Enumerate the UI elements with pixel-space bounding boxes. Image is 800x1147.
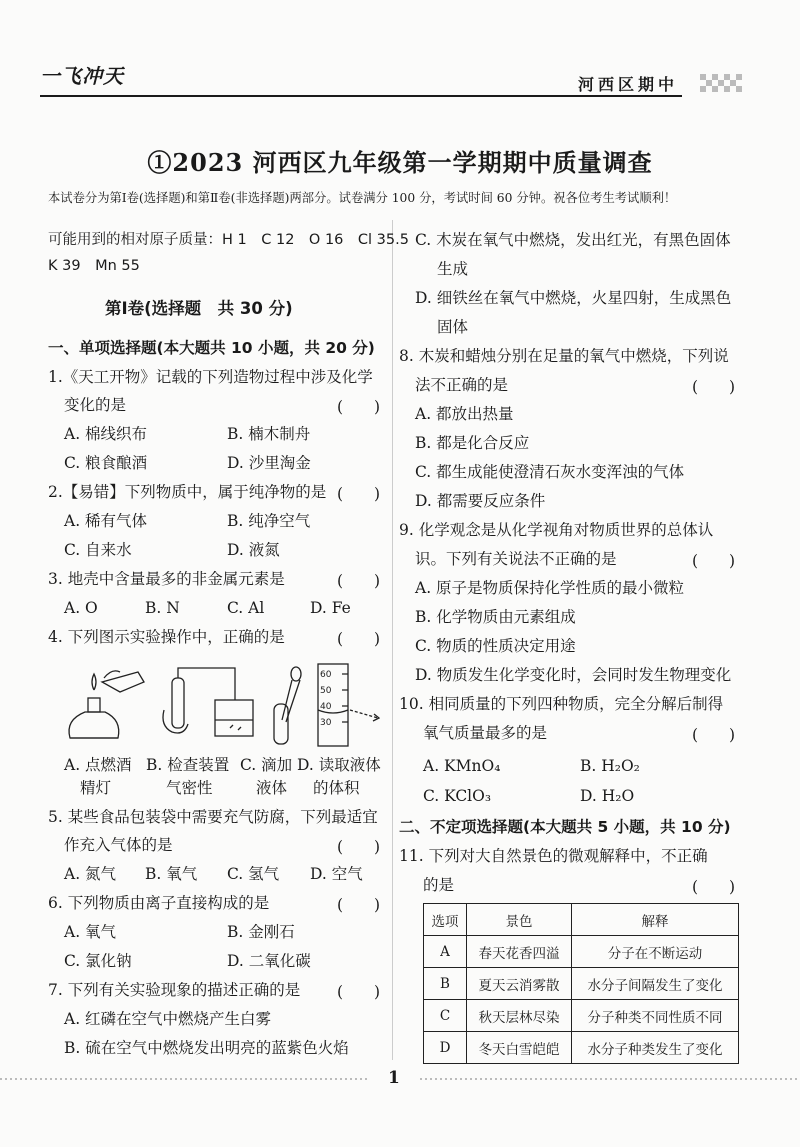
q7-option-d-1: D. 细铁丝在氧气中燃烧，火星四射，生成黑色 <box>415 289 732 307</box>
table-cell: D <box>424 1032 467 1064</box>
q1-option-d: D. 沙里淘金 <box>227 454 311 472</box>
table-cell: 秋天层林尽染 <box>467 1000 572 1032</box>
q11-stem-1: 11. 下列对大自然景色的微观解释中，不正确 <box>399 847 708 865</box>
q3-stem: 3. 地壳中含量最多的非金属元素是 <box>48 570 285 588</box>
table-cell: A <box>424 936 467 968</box>
q6-option-c: C. 氯化钠 <box>64 952 132 970</box>
q5-option-c: C. 氢气 <box>227 865 280 883</box>
atomic-mass-line-1: 可能用到的相对原子质量：H 1 C 12 O 16 Cl 35.5 <box>48 232 409 248</box>
table-row <box>424 968 739 1000</box>
q8-answer-blank[interactable]: ( ) <box>692 378 736 396</box>
q11-answer-blank[interactable]: ( ) <box>692 878 736 896</box>
table-cell: 夏天云消雾散 <box>467 968 572 1000</box>
footer-dotted-rule <box>0 1076 800 1082</box>
section1-title: 一、单项选择题(本大题共 10 小题，共 20 分) <box>48 339 375 357</box>
column-divider <box>392 220 393 1060</box>
q8-option-d: D. 都需要反应条件 <box>415 492 546 510</box>
q7-option-d-2: 固体 <box>437 318 469 336</box>
dropper-illustration <box>274 667 301 744</box>
q4-option-c-2: 液体 <box>256 779 288 797</box>
q2-option-d: D. 液氮 <box>227 541 280 559</box>
q4-option-b-2: 气密性 <box>166 779 213 797</box>
q6-answer-blank[interactable]: ( ) <box>337 896 381 914</box>
q10-answer-blank[interactable]: ( ) <box>692 726 736 744</box>
q3-option-c: C. Al <box>227 599 265 617</box>
table-cell: 冬天白雪皑皑 <box>467 1032 572 1064</box>
q7-option-a: A. 红磷在空气中燃烧产生白雾 <box>64 1010 272 1028</box>
q3-option-b: B. N <box>145 599 180 617</box>
q9-option-d: D. 物质发生化学变化时，会同时发生物理变化 <box>415 666 732 684</box>
q5-answer-blank[interactable]: ( ) <box>337 838 381 856</box>
q1-option-a: A. 棉线织布 <box>64 425 148 443</box>
q7-option-c-1: C. 木炭在氧气中燃烧，发出红光，有黑色固体 <box>415 231 731 249</box>
q4-option-c-1: C. 滴加 <box>240 756 293 774</box>
q3-option-d: D. Fe <box>310 599 351 617</box>
table-cell: C <box>424 1000 467 1032</box>
q6-option-a: A. 氧气 <box>64 923 117 941</box>
q3-option-a: A. O <box>64 599 98 617</box>
q7-stem: 7. 下列有关实验现象的描述正确的是 <box>48 981 301 999</box>
q1-stem-2: 变化的是 <box>64 396 127 414</box>
table-cell: 分子在不断运动 <box>572 936 739 968</box>
table-cell: 水分子间隔发生了变化 <box>572 968 739 1000</box>
q4-option-a-1: A. 点燃酒 <box>64 756 132 774</box>
table-header-cell: 选项 <box>424 904 467 936</box>
q2-answer-blank[interactable]: ( ) <box>337 485 381 503</box>
q10-option-c: C. KClO₃ <box>423 787 492 805</box>
airtightness-check-illustration <box>163 668 253 736</box>
cylinder-scale-30: 30 <box>320 718 332 728</box>
q9-option-c: C. 物质的性质决定用途 <box>415 637 576 655</box>
q1-option-c: C. 粮食酿酒 <box>64 454 148 472</box>
table-cell: 春天花香四溢 <box>467 936 572 968</box>
table-cell: 水分子种类发生了变化 <box>572 1032 739 1064</box>
q7-option-b: B. 硫在空气中燃烧发出明亮的蓝紫色火焰 <box>64 1039 349 1057</box>
q9-stem-2: 识。下列有关说法不正确的是 <box>415 550 617 568</box>
q4-option-d-1: D. 读取液体 <box>297 756 381 774</box>
q6-option-b: B. 金刚石 <box>227 923 295 941</box>
q10-stem-2: 氧气质量最多的是 <box>423 724 548 742</box>
table-header-cell: 解释 <box>572 904 739 936</box>
header-rule <box>40 95 682 97</box>
q4-lab-illustrations <box>60 660 380 750</box>
q7-answer-blank[interactable]: ( ) <box>337 983 381 1001</box>
q4-option-a-2: 精灯 <box>80 779 112 797</box>
q8-option-a: A. 都放出热量 <box>415 405 514 423</box>
cylinder-scale-50: 50 <box>320 686 332 696</box>
atomic-mass-line-2: K 39 Mn 55 <box>48 258 140 274</box>
q9-answer-blank[interactable]: ( ) <box>692 552 736 570</box>
q5-stem-1: 5. 某些食品包装袋中需要充气防腐，下列最适宜 <box>48 808 378 826</box>
brand-logo: 一飞冲天 <box>40 64 124 88</box>
q1-option-b: B. 楠木制舟 <box>227 425 311 443</box>
q1-answer-blank[interactable]: ( ) <box>337 398 381 416</box>
q6-option-d: D. 二氧化碳 <box>227 952 311 970</box>
q1-stem-1: 1.《天工开物》记载的下列造物过程中涉及化学 <box>48 368 373 386</box>
q2-stem: 2.【易错】下列物质中，属于纯净物的是 <box>48 483 327 501</box>
q2-option-c: C. 自来水 <box>64 541 132 559</box>
q3-answer-blank[interactable]: ( ) <box>337 572 381 590</box>
cylinder-scale-40: 40 <box>320 702 332 712</box>
part1-title: 第Ⅰ卷(选择题 共 30 分) <box>105 299 293 318</box>
page-number: 1 <box>388 1068 400 1088</box>
q8-option-b: B. 都是化合反应 <box>415 434 530 452</box>
q8-stem-1: 8. 木炭和蜡烛分别在足量的氧气中燃烧，下列说 <box>399 347 729 365</box>
q2-option-a: A. 稀有气体 <box>64 512 148 530</box>
header-section-label: 河西区期中 <box>578 75 679 94</box>
q9-option-b: B. 化学物质由元素组成 <box>415 608 576 626</box>
q5-option-d: D. 空气 <box>310 865 363 883</box>
q10-option-b: B. H₂O₂ <box>580 757 640 775</box>
checker-pattern-icon <box>700 74 746 96</box>
q11-table <box>423 903 739 1064</box>
q4-option-d-2: 的体积 <box>313 779 360 797</box>
q10-option-a: A. KMnO₄ <box>423 757 501 775</box>
q6-stem: 6. 下列物质由离子直接构成的是 <box>48 894 270 912</box>
q4-stem: 4. 下列图示实验操作中，正确的是 <box>48 628 285 646</box>
q5-stem-2: 作充入气体的是 <box>64 836 173 854</box>
table-row <box>424 936 739 968</box>
q8-stem-2: 法不正确的是 <box>415 376 509 394</box>
q5-option-b: B. 氧气 <box>145 865 198 883</box>
q8-option-c: C. 都生成能使澄清石灰水变浑浊的气体 <box>415 463 685 481</box>
table-cell: B <box>424 968 467 1000</box>
section2-title: 二、不定项选择题(本大题共 5 小题，共 10 分) <box>399 818 731 836</box>
q10-option-d: D. H₂O <box>580 787 635 805</box>
q9-stem-1: 9. 化学观念是从化学视角对物质世界的总体认 <box>399 521 714 539</box>
q5-option-a: A. 氮气 <box>64 865 117 883</box>
table-header-cell: 景色 <box>467 904 572 936</box>
q9-option-a: A. 原子是物质保持化学性质的最小微粒 <box>415 579 685 597</box>
table-header-row <box>424 904 739 936</box>
q4-option-b-1: B. 检查装置 <box>146 756 230 774</box>
table-cell: 分子种类不同性质不同 <box>572 1000 739 1032</box>
exam-instructions: 本试卷分为第Ⅰ卷(选择题)和第Ⅱ卷(非选择题)两部分。试卷满分 100 分，考试时间 60 分钟。祝各位考生考试顺利！ <box>48 191 677 205</box>
q4-answer-blank[interactable]: ( ) <box>337 630 381 648</box>
cylinder-scale-60: 60 <box>320 670 332 680</box>
table-row <box>424 1000 739 1032</box>
q2-option-b: B. 纯净空气 <box>227 512 311 530</box>
q11-stem-2: 的是 <box>423 876 455 894</box>
q7-option-c-2: 生成 <box>437 260 469 278</box>
alcohol-lamp-illustration <box>69 671 144 738</box>
page-title: ①2023 河西区九年级第一学期期中质量调查 <box>147 148 653 177</box>
q10-stem-1: 10. 相同质量的下列四种物质，完全分解后制得 <box>399 695 724 713</box>
table-row <box>424 1032 739 1064</box>
